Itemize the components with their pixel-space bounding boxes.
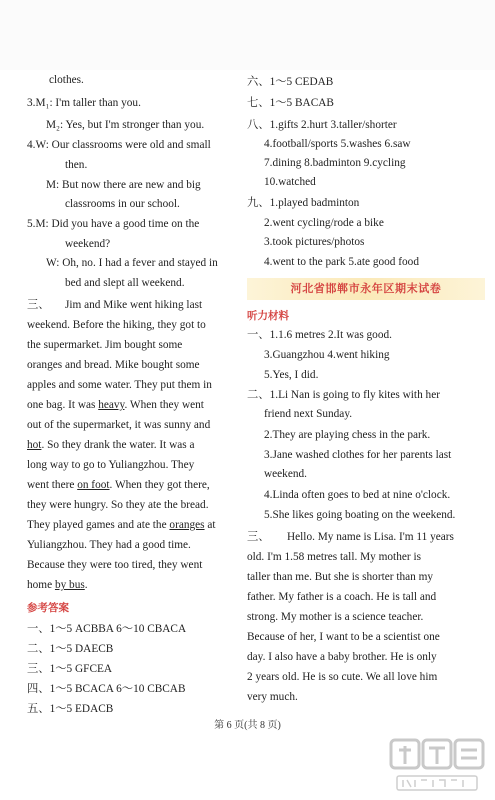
- text-line: weekend?: [65, 238, 111, 250]
- passage-line: went there on foot. When they got there,: [27, 479, 210, 491]
- answer-line: 五、1～5 EDACB: [27, 703, 114, 715]
- answer-line: 九、1.played badminton: [247, 197, 360, 209]
- text-line: then.: [65, 159, 88, 171]
- listening-line: 4.Linda often goes to bed at nine o'clock.: [264, 489, 451, 501]
- answer-line: 7.dining 8.badminton 9.cycling: [264, 157, 406, 169]
- exam-title: 河北省邯郸市永年区期末试卷: [290, 282, 442, 295]
- listening-line: 3.Guangzhou 4.went hiking: [264, 349, 390, 361]
- passage-line: Hello. My name is Lisa. I'm 11 years: [287, 531, 454, 543]
- passage-line: long way to go to Yuliangzhou. They: [27, 459, 195, 471]
- listening-line: 二、1.Li Nan is going to fly kites with her: [247, 389, 440, 401]
- answer-line: 三、1～5 GFCEA: [27, 663, 113, 675]
- listening-line: friend next Sunday.: [264, 408, 353, 420]
- passage-line: Because of her, I want to be a scientist one: [247, 631, 440, 643]
- answer-line: 4.went to the park 5.ate good food: [264, 256, 419, 268]
- passage-line: 2 years old. He is so cute. We all love him: [247, 671, 438, 683]
- passage-line: the supermarket. Jim bought some: [27, 339, 183, 351]
- underlined-answer: on foot: [77, 479, 110, 491]
- listening-line: 5.She likes going boating on the weekend.: [264, 509, 456, 521]
- passage-line: They played games and ate the oranges at: [27, 519, 216, 531]
- passage-line: apples and some water. They put them in: [27, 379, 212, 391]
- text-line: M₂: Yes, but I'm stronger than you.: [46, 119, 205, 131]
- passage-line: taller than me. But she is shorter than my: [247, 571, 434, 583]
- passage-line: Yuliangzhou. They had a good time.: [27, 539, 191, 551]
- passage-line: old. I'm 1.58 metres tall. My mother is: [247, 551, 421, 563]
- text-line: 4.W: Our classrooms were old and small: [27, 139, 211, 151]
- answer-line: 八、1.gifts 2.hurt 3.taller/shorter: [247, 119, 397, 131]
- passage-line: very much.: [247, 691, 298, 703]
- underlined-answer: by bus: [54, 579, 85, 591]
- listening-heading: 听力材料: [247, 310, 289, 322]
- passage-line: one bag. It was heavy. When they went: [27, 399, 204, 411]
- text-line: bed and slept all weekend.: [65, 277, 185, 289]
- answer-line: 4.football/sports 5.washes 6.saw: [264, 138, 411, 150]
- passage-line: they were hungry. So they ate the bread.: [27, 499, 209, 511]
- passage-line: hot. So they drank the water. It was a: [27, 439, 195, 451]
- answer-line: 四、1～5 BCACA 6～10 CBCAB: [27, 683, 186, 695]
- section-marker: 三、: [247, 531, 270, 543]
- passage-line: oranges and bread. Mike bought some: [27, 359, 200, 371]
- watermark-logo: [389, 738, 485, 794]
- text-line: 3.M₁: I'm taller than you.: [27, 97, 141, 109]
- passage-line: Jim and Mike went hiking last: [65, 299, 203, 311]
- answer-line: 10.watched: [264, 176, 316, 188]
- passage-line: Because they were too tired, they went: [27, 559, 203, 571]
- answer-line: 一、1～5 ACBBA 6～10 CBACA: [27, 623, 187, 635]
- passage-line: weekend. Before the hiking, they got to: [27, 319, 206, 331]
- text-line: classrooms in our school.: [65, 198, 180, 210]
- listening-line: 一、1.1.6 metres 2.It was good.: [247, 329, 392, 341]
- listening-line: 2.They are playing chess in the park.: [264, 429, 431, 441]
- passage-line: strong. My mother is a science teacher.: [247, 611, 424, 623]
- passage-line: father. My father is a coach. He is tall and: [247, 591, 437, 603]
- text-line: 5.M: Did you have a good time on the: [27, 218, 200, 230]
- text-line: clothes.: [49, 74, 84, 86]
- underlined-answer: heavy: [98, 399, 125, 411]
- underlined-answer: oranges: [169, 519, 205, 531]
- answer-line: 2.went cycling/rode a bike: [264, 217, 384, 229]
- passage-line: out of the supermarket, it was sunny and: [27, 419, 211, 431]
- section-marker: 三、: [27, 299, 50, 311]
- passage-line: home by bus.: [27, 579, 88, 591]
- text-line: M: But now there are new and big: [46, 179, 201, 191]
- page-footer: 第 6 页(共 8 页): [214, 720, 281, 731]
- listening-line: 5.Yes, I did.: [264, 369, 319, 381]
- top-band: [0, 0, 495, 70]
- listening-line: weekend.: [264, 468, 307, 480]
- listening-line: 3.Jane washed clothes for her parents last: [264, 449, 452, 461]
- answer-line: 二、1～5 DAECB: [27, 643, 114, 655]
- answer-line: 七、1～5 BACAB: [247, 97, 334, 109]
- answer-line: 六、1～5 CEDAB: [247, 76, 334, 88]
- underlined-answer: hot: [27, 439, 42, 451]
- answers-heading: 参考答案: [27, 602, 69, 614]
- answer-line: 3.took pictures/photos: [264, 236, 365, 248]
- text-line: W: Oh, no. I had a fever and stayed in: [46, 257, 218, 269]
- passage-line: day. I also have a baby brother. He is only: [247, 651, 437, 663]
